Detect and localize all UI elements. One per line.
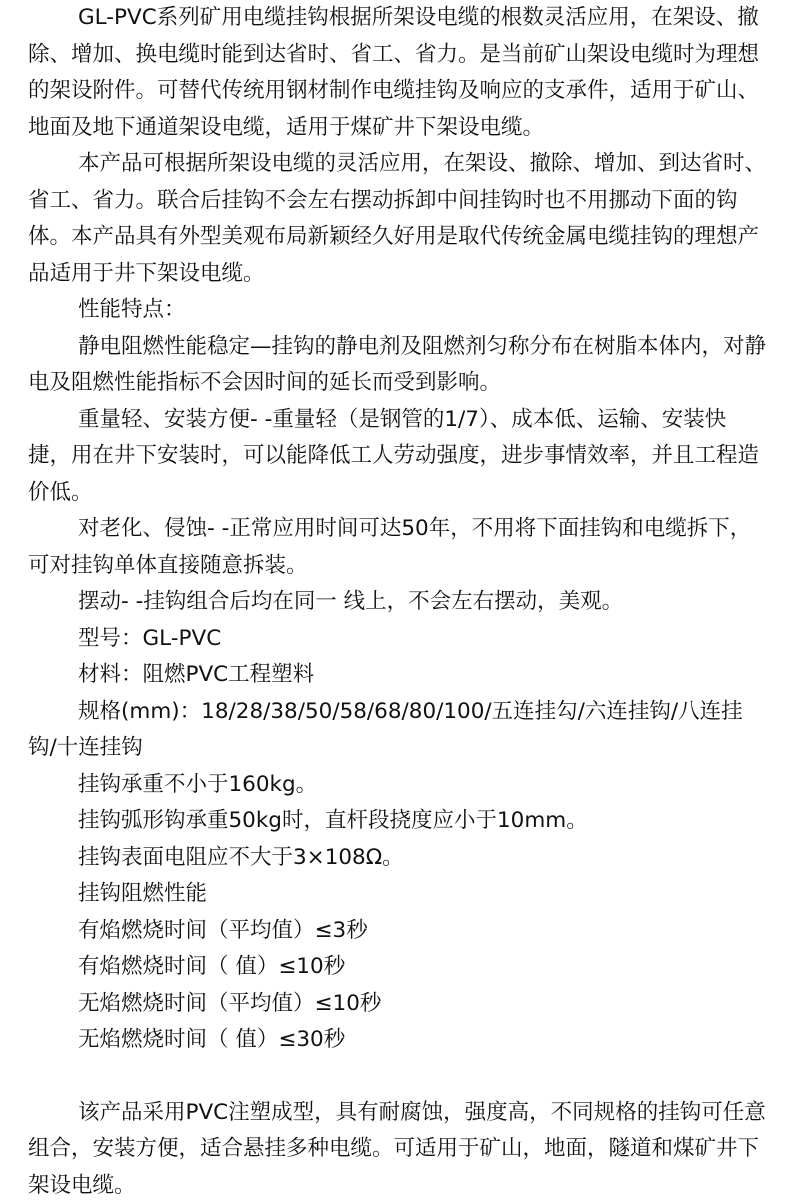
feature-swing: 摆动- -挂钩组合后均在同一 线上，不会左右摆动，美观。 [28,584,768,621]
spec-material: 材料：阻燃PVC工程塑料 [28,657,768,694]
paragraph-summary: 该产品采用PVC注塑成型，具有耐腐蚀，强度高，不同规格的挂钩可任意组合，安装方便，适合悬挂多种电缆。可适用于矿山，地面，隧道和煤矿井下架设电缆。 [28,1095,768,1204]
spec-model: 型号：GL-PVC [28,621,768,658]
feature-antistatic: 静电阻燃性能稳定—挂钩的静电剂及阻燃剂匀称分布在树脂本体内，对静电及阻燃性能指标不会因时间的延长而受到影响。 [28,329,768,402]
spec-flameless-max: 无焰燃烧时间（ 值）≤30秒 [28,1022,768,1059]
paragraph-product-description: 本产品可根据所架设电缆的灵活应用，在架设、撤除、增加、到达省时、省工、省力。联合后挂钩不会左右摆动拆卸中间挂钩时也不用挪动下面的钩体。本产品具有外型美观布局新颖经久好用是取代传统金属电缆挂钩的理想产品适用于井下架设电缆。 [28,146,768,292]
spec-deflection: 挂钩弧形钩承重50kg时，直杆段挠度应小于10mm。 [28,803,768,840]
paragraph-intro: GL-PVC系列矿用电缆挂钩根据所架设电缆的根数灵活应用，在架设、撤除、增加、换电缆时能到达省时、省工、省力。是当前矿山架设电缆时为理想的架设附件。可替代传统用钢材制作电缆挂钩及响应的支承件，适用于矿山、地面及地下通道架设电缆，适用于煤矿井下架设电缆。 [28,0,768,146]
spec-load: 挂钩承重不小于160kg。 [28,767,768,804]
spec-flame-max: 有焰燃烧时间（ 值）≤10秒 [28,949,768,986]
spec-resistance: 挂钩表面电阻应不大于3×108Ω。 [28,840,768,877]
spec-flame-avg: 有焰燃烧时间（平均值）≤3秒 [28,913,768,950]
spec-flameless-avg: 无焰燃烧时间（平均值）≤10秒 [28,986,768,1023]
document-body [28,0,768,1204]
spec-sizes: 规格(mm)：18/28/38/50/58/68/80/100/五连挂勾/六连挂钩/八连挂钩/十连挂钩 [28,694,768,767]
section-heading-features: 性能特点： [28,292,768,329]
feature-lightweight: 重量轻、安装方便- -重量轻（是钢管的1/7）、成本低、运输、安装快捷，用在井下安装时，可以能降低工人劳动强度，进步事情效率，并且工程造价低。 [28,402,768,512]
spec-flame-heading: 挂钩阻燃性能 [28,876,768,913]
paragraph-spacer [28,1059,768,1095]
feature-aging-resistance: 对老化、侵蚀- -正常应用时间可达50年，不用将下面挂钩和电缆拆下，可对挂钩单体直接随意拆装。 [28,511,768,584]
